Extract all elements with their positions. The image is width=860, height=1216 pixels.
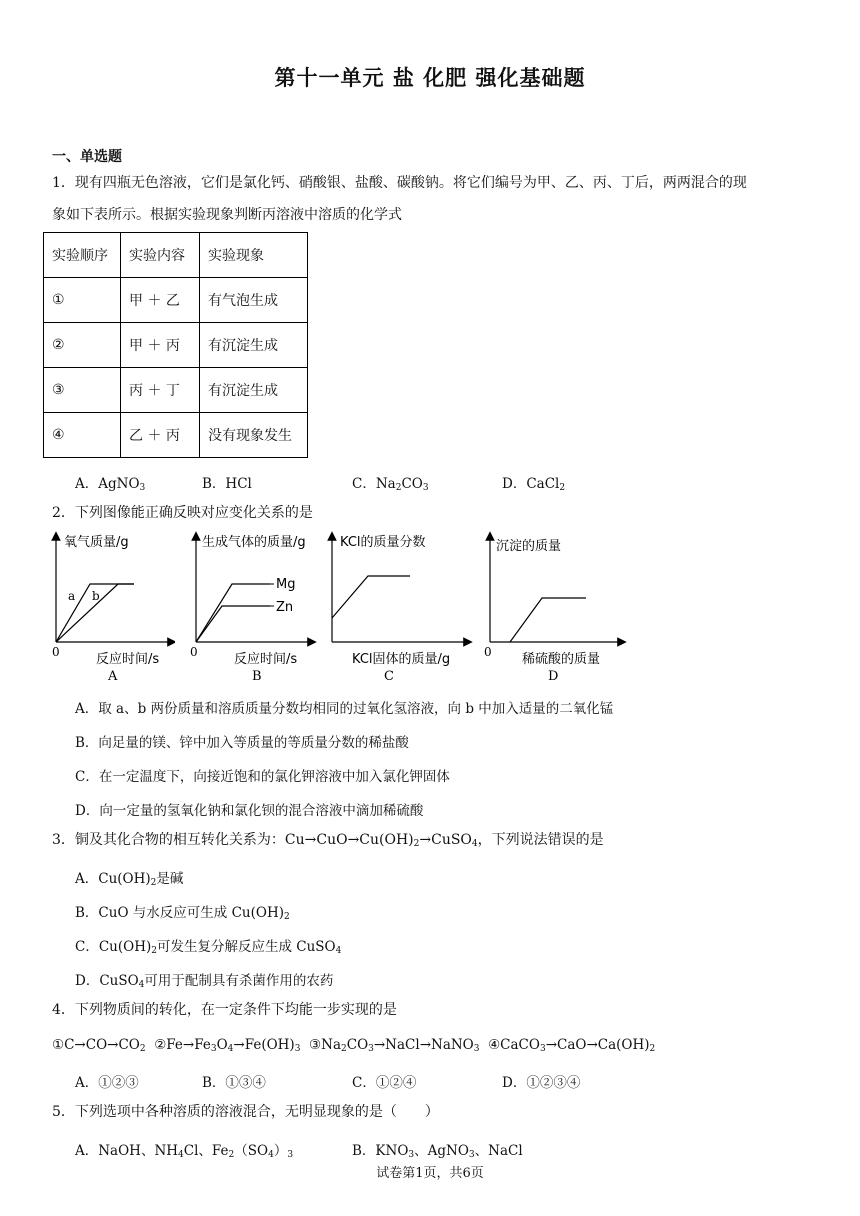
table-cell: 有沉淀生成: [200, 368, 308, 413]
table-row: [44, 413, 308, 458]
question-1-line-1: 1．现有四瓶无色溶液，它们是氯化钙、硝酸银、盐酸、碳酸钠。将它们编号为甲、乙、丙、丁后，两两混合的现: [52, 175, 747, 191]
graph-b-curve-zn: Zn: [276, 600, 294, 615]
q2-option-d: D．向一定量的氢氧化钠和氯化钡的混合溶液中滴加稀硫酸: [75, 803, 424, 819]
q3-option-a: A．$Cu(OH)_2$是碱: [75, 871, 184, 888]
table-header-cell: 实验顺序: [44, 233, 121, 278]
q2-option-c: C．在一定温度下，向接近饱和的氯化钾溶液中加入氯化钾固体: [75, 769, 450, 785]
question-2-stem: 2．下列图像能正确反映对应变化关系的是: [52, 505, 313, 521]
table-cell: 丙 ＋ 丁: [121, 368, 200, 413]
q3-option-d: D．CuSO$_4$可用于配制具有杀菌作用的农药: [75, 973, 334, 990]
q1-option-a: A．AgNO$_3$: [75, 476, 146, 493]
graph-b-letter: B: [252, 669, 262, 684]
table-row: [44, 278, 308, 323]
graph-d-origin: 0: [484, 645, 492, 659]
page-title: 第十一单元 盐 化肥 强化基础题: [274, 66, 586, 90]
table-cell: ①: [44, 278, 121, 323]
q1-option-d: D．CaCl$_2$: [502, 476, 566, 493]
table-row: [44, 323, 308, 368]
q5-option-a: A．NaOH、$NH_4Cl$、$Fe_2(SO_4)_3$: [75, 1143, 294, 1160]
graph-a-origin: 0: [52, 645, 60, 659]
graph-d-ylabel: 沉淀的质量: [496, 539, 562, 554]
q1-option-b: B．HCl: [202, 476, 252, 492]
question-4-stem: 4．下列物质间的转化，在一定条件下均能一步实现的是: [52, 1002, 397, 1018]
table-cell: ②: [44, 323, 121, 368]
table-header-cell: 实验内容: [121, 233, 200, 278]
graph-b-ylabel: 生成气体的质量/g: [202, 535, 306, 550]
graph-c: [318, 530, 478, 686]
graph-d-letter: D: [548, 669, 559, 684]
q2-option-a: A．取 a、b 两份质量和溶质质量分数均相同的过氧化氢溶液，向 b 中加入适量的二氧化锰: [75, 701, 614, 717]
question-5-stem: 5．下列选项中各种溶质的溶液混合，无明显现象的是（ ）: [52, 1104, 439, 1120]
q4-option-d: D．①②③④: [502, 1075, 581, 1091]
table-header-row: [44, 233, 308, 278]
table-cell: 有沉淀生成: [200, 323, 308, 368]
graph-b-xlabel: 反应时间/s: [234, 652, 298, 667]
table-cell: 乙 ＋ 丙: [121, 413, 200, 458]
graph-c-ylabel: KCl的质量分数: [340, 535, 426, 550]
graph-d-xlabel: 稀硫酸的质量: [522, 652, 601, 667]
graph-a-letter: A: [108, 669, 118, 684]
q4-option-b: B．①③④: [202, 1075, 266, 1091]
graph-a-curve-a: a: [68, 589, 76, 603]
table-cell: 甲 ＋ 丙: [121, 323, 200, 368]
q4-option-a: A．①②③: [75, 1075, 139, 1091]
q1-option-c: C．$Na_2CO_3$: [352, 476, 429, 493]
table-cell: 没有现象发生: [200, 413, 308, 458]
q2-option-b: B．向足量的镁、锌中加入等质量的等质量分数的稀盐酸: [75, 735, 409, 751]
table-cell: ③: [44, 368, 121, 413]
graph-a: [40, 530, 175, 686]
q3-option-b: B．CuO 与水反应可生成 $Cu(OH)_2$: [75, 905, 290, 922]
graph-d: [476, 530, 636, 686]
q3-option-c: C．$Cu(OH)_2$可发生复分解反应生成 CuSO$_4$: [75, 939, 342, 956]
table-header-cell: 实验现象: [200, 233, 308, 278]
graph-a-ylabel: 氧气质量/g: [64, 535, 129, 550]
graph-b: [178, 530, 328, 686]
q4-option-c: C．①②④: [352, 1075, 417, 1091]
table-cell: 有气泡生成: [200, 278, 308, 323]
table-cell: 甲 ＋ 乙: [121, 278, 200, 323]
question-3-stem: 3．铜及其化合物的相互转化关系为：$Cu\to CuO\to Cu(OH)_2\to CuSO_4$，下列说法错误的是: [52, 832, 604, 849]
question-4-reactions: $①C\to CO\to CO_2$ $②Fe\to Fe_3O_4\to Fe(OH)_3$ $③Na_2CO_3\to NaCl\to NaNO_3$ $④CaCO_3\to CaO\to Ca(OH)_2$: [52, 1037, 656, 1054]
graph-b-origin: 0: [190, 645, 198, 659]
graph-a-curve-b: b: [92, 589, 100, 603]
page-footer: 试卷第1页，共6页: [376, 1166, 484, 1181]
section-heading: 一、单选题: [52, 149, 122, 165]
graph-a-xlabel: 反应时间/s: [96, 652, 160, 667]
table-row: [44, 368, 308, 413]
q5-option-b: B．$KNO_3$、AgNO$_3$、NaCl: [352, 1143, 523, 1160]
experiment-table: [43, 232, 308, 458]
question-1-line-2: 象如下表所示。根据实验现象判断丙溶液中溶质的化学式: [52, 207, 402, 223]
table-cell: ④: [44, 413, 121, 458]
graph-c-xlabel: KCl固体的质量/g: [352, 652, 451, 667]
graph-c-letter: C: [384, 669, 394, 684]
graph-b-curve-mg: Mg: [276, 577, 296, 592]
